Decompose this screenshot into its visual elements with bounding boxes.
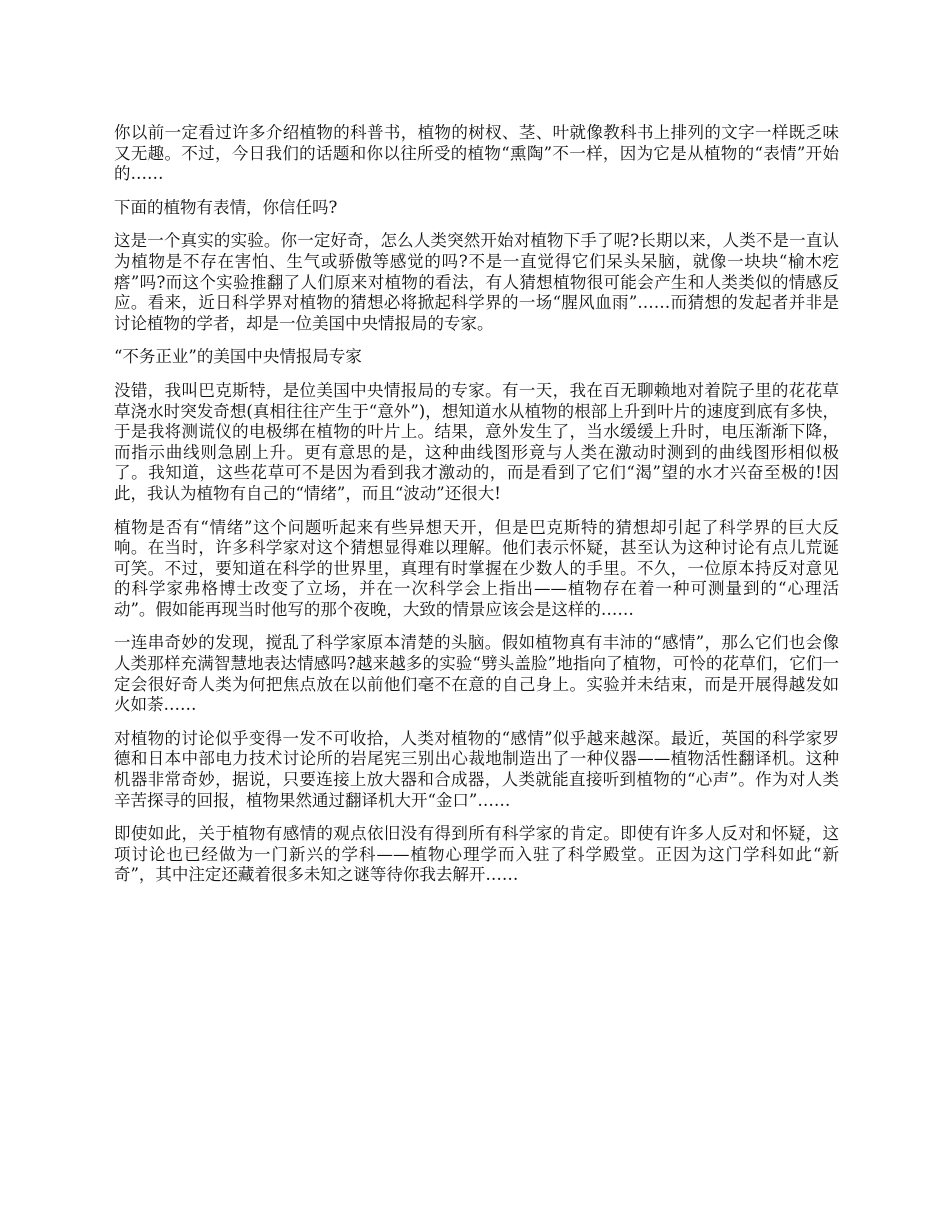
document-body <box>114 123 839 899</box>
translator-paragraph: 对植物的讨论似乎变得一发不可收拾，人类对植物的“感情”似乎越来越深。最近，英国的科学家罗德和日本中部电力技术讨论所的岩尾宪三别出心裁地制造出了一种仪器——植物活性翻译机。这种机器非常奇妙，据说，只要连接上放大器和合成器，人类就能直接听到植物的“心声”。作为对人类辛苦探寻的回报，植物果然通过翻译机大开“金口”…… <box>114 728 839 810</box>
conclusion-paragraph: 即使如此，关于植物有感情的观点依旧没有得到所有科学家的肯定。即使有许多人反对和怀疑，这项讨论也已经做为一门新兴的学科——植物心理学而入驻了科学殿堂。正因为这门学科如此“新奇”，其中注定还藏着很多未知之谜等待你我去解开…… <box>114 824 839 885</box>
intro-paragraph: 你以前一定看过许多介绍植物的科普书，植物的树杈、茎、叶就像教科书上排列的文字一样既乏味又无趣。不过，今日我们的话题和你以往所受的植物“熏陶”不一样，因为它是从植物的“表情”开始的…… <box>114 123 839 184</box>
reaction-paragraph: 植物是否有“情绪”这个问题听起来有些异想天开，但是巴克斯特的猜想却引起了科学界的巨大反响。在当时，许多科学家对这个猜想显得难以理解。他们表示怀疑，甚至认为这种讨论有点儿荒诞可笑。不过，要知道在科学的世界里，真理有时掌握在少数人的手里。不久，一位原本持反对意见的科学家弗格博士改变了立场，并在一次科学会上指出——植物存在着一种可测量到的“心理活动”。假如能再现当时他写的那个夜晚，大致的情景应该会是这样的…… <box>114 517 839 619</box>
baxter-paragraph: 没错，我叫巴克斯特，是位美国中央情报局的专家。有一天，我在百无聊赖地对着院子里的花花草草浇水时突发奇想(真相往往产生于“意外”)，想知道水从植物的根部上升到叶片的速度到底有多快，于是我将测谎仪的电极绑在植物的叶片上。结果，意外发生了，当水缓缓上升时，电压渐渐下降，而指示曲线则急剧上升。更有意思的是，这种曲线图形竟与人类在激动时测到的曲线图形相似极了。我知道，这些花草可不是因为看到我才激动的，而是看到了它们“渴”望的水才兴奋至极的!因此，我认为植物有自己的“情绪”，而且“波动”还很大! <box>114 380 839 503</box>
experiment-paragraph: 这是一个真实的实验。你一定好奇，怎么人类突然开始对植物下手了呢?长期以来，人类不是一直认为植物是不存在害怕、生气或骄傲等感觉的吗?不是一直觉得它们呆头呆脑，就像一块块“榆木疙瘩”吗?而这个实验推翻了人们原来对植物的看法，有人猜想植物很可能会产生和人类类似的情感反应。看来，近日科学界对植物的猜想必将掀起科学界的一场“腥风血雨”……而猜想的发起者并非是讨论植物的学者，却是一位美国中央情报局的专家。 <box>114 231 839 333</box>
discovery-paragraph: 一连串奇妙的发现，搅乱了科学家原本清楚的头脑。假如植物真有丰沛的“感情”，那么它们也会像人类那样充满智慧地表达情感吗?越来越多的实验“劈头盖脸”地指向了植物，可怜的花草们，它们一定会很好奇人类为何把焦点放在以前他们毫不在意的自己身上。实验并未结束，而是开展得越发如火如荼…… <box>114 633 839 715</box>
section-heading: “不务正业”的美国中央情报局专家 <box>114 347 362 367</box>
question-heading: 下面的植物有表情，你信任吗? <box>114 197 338 217</box>
